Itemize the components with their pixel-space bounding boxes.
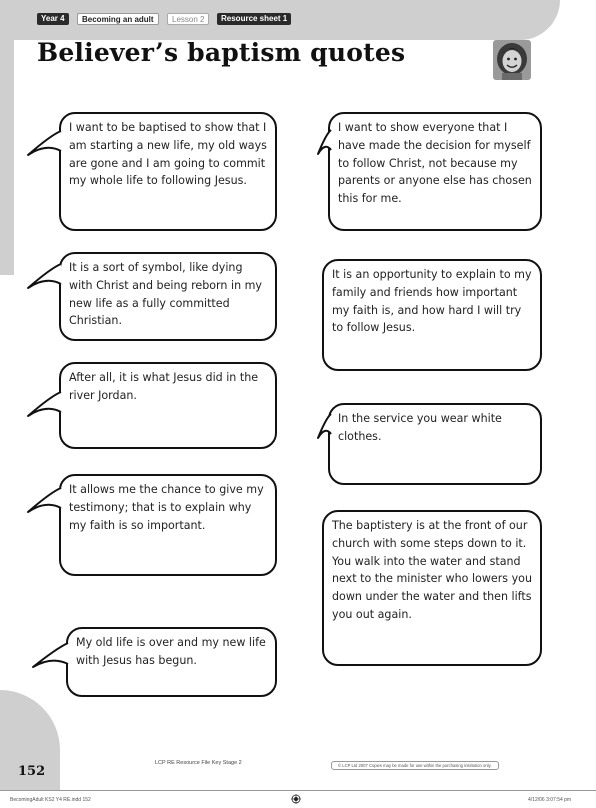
quote-bubble bbox=[322, 259, 542, 371]
quote-text: It is an opportunity to explain to my family and friends how important my faith is, and how hard I will try to follow Jesus. bbox=[332, 268, 532, 335]
quote-bubble bbox=[328, 112, 542, 231]
quote-bubble bbox=[59, 252, 277, 341]
page-number: 152 bbox=[18, 764, 46, 779]
trim-line bbox=[0, 790, 596, 791]
print-timestamp: 4/12/06 3:07:54 pm bbox=[528, 797, 572, 803]
quote-bubble bbox=[322, 510, 542, 666]
quote-bubble bbox=[59, 362, 277, 449]
publisher-label: LCP RE Resource File Key Stage 2 bbox=[155, 760, 242, 766]
tab-year: Year 4 bbox=[37, 13, 69, 25]
tab-resource-sheet: Resource sheet 1 bbox=[217, 13, 291, 25]
quote-text: My old life is over and my new life with Jesus has begun. bbox=[76, 636, 266, 667]
quote-bubble bbox=[59, 474, 277, 576]
speech-bubble-tail-left bbox=[31, 637, 71, 677]
copyright-notice: © LCP Ltd 2007 Copies may be made for use within the purchasing institution only. bbox=[331, 761, 499, 770]
tab-unit: Becoming an adult bbox=[77, 13, 159, 25]
quote-text: I want to show everyone that I have made the decision for myself to follow Christ, not because my parents or anyone else has chosen this for me. bbox=[338, 121, 532, 206]
quote-text: After all, it is what Jesus did in the river Jordan. bbox=[69, 371, 259, 402]
speech-bubble-tail-left bbox=[26, 258, 66, 298]
quote-text: It allows me the chance to give my testimony; that is to explain why my faith is so important. bbox=[69, 483, 264, 532]
quote-bubble bbox=[59, 112, 277, 231]
speech-bubble-tail-left bbox=[316, 408, 356, 448]
registration-mark-icon bbox=[291, 794, 301, 804]
quote-text: In the service you wear white clothes. bbox=[338, 412, 502, 443]
left-margin-band bbox=[0, 40, 14, 275]
quote-text: The baptistery is at the front of our church with some steps down to it. You walk into the water and stand next to the minister who lowers you down under the water and then lifts you out again. bbox=[332, 519, 532, 621]
speech-bubble-tail-left bbox=[26, 386, 66, 426]
page-title: Believer’s baptism quotes bbox=[37, 38, 406, 67]
file-name: BecomingAdult KS2 Y4 RE.indd 152 bbox=[10, 797, 91, 803]
speech-bubble-tail-left bbox=[26, 482, 66, 522]
quote-text: I want to be baptised to show that I am starting a new life, my old ways are gone and I am going to commit my whole life to following Jesus. bbox=[69, 121, 267, 188]
quote-text: It is a sort of symbol, like dying with Christ and being reborn in my new life as a fully committed Christian. bbox=[69, 261, 262, 328]
quote-bubble bbox=[66, 627, 277, 697]
girl-avatar-icon bbox=[493, 40, 531, 80]
quote-bubble bbox=[328, 403, 542, 485]
tab-lesson: Lesson 2 bbox=[167, 13, 209, 25]
speech-bubble-tail-left bbox=[316, 124, 356, 164]
speech-bubble-tail-left bbox=[26, 125, 66, 165]
